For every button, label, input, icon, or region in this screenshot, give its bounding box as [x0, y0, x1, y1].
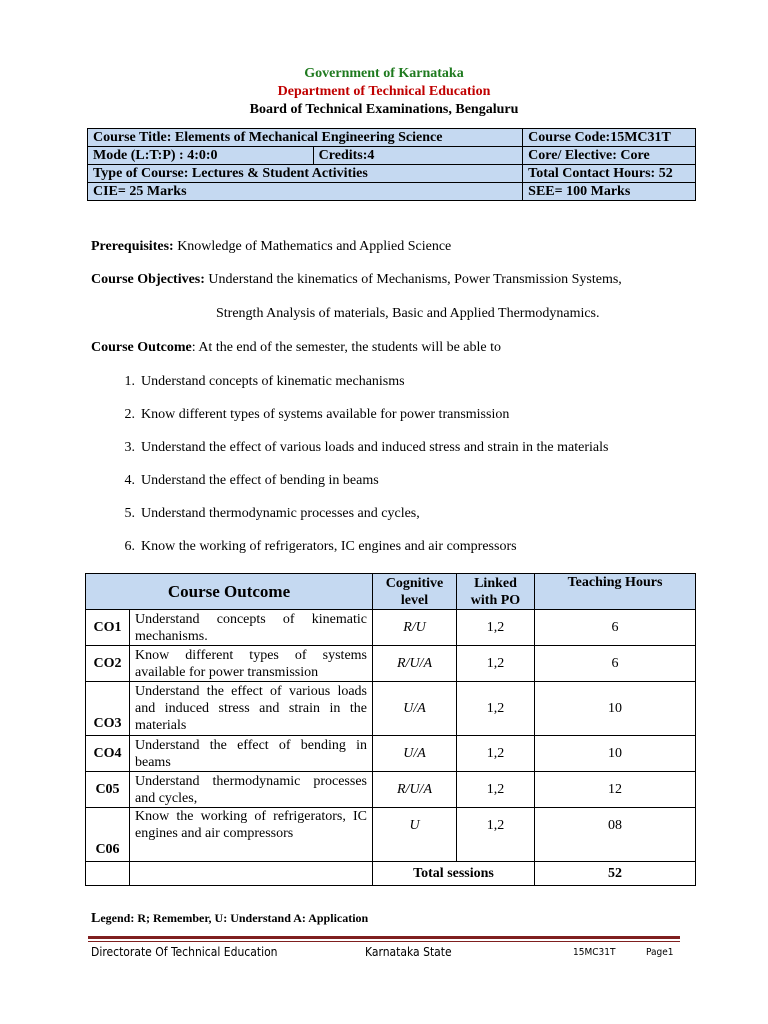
table-row: [86, 646, 696, 682]
table-row: [86, 682, 696, 736]
co-id: CO4: [86, 736, 130, 772]
co-po: 1,2: [457, 682, 535, 736]
empty-cell: [130, 862, 373, 886]
course-mode: Mode (L:T:P) : 4:0:0: [88, 147, 314, 165]
list-item: [91, 538, 608, 571]
objectives-text-2: Strength Analysis of materials, Basic and Applied Thermodynamics.: [216, 306, 600, 321]
co-po: 1,2: [457, 772, 535, 808]
see-marks: SEE= 100 Marks: [523, 183, 696, 201]
list-number: 5.: [124, 506, 135, 521]
outcome-intro-label: Course Outcome: [91, 340, 192, 355]
list-number: 6.: [124, 539, 135, 554]
list-text: Understand the effect of various loads and induced stress and strain in the materials: [141, 440, 609, 455]
list-item: [91, 439, 608, 472]
co-cognitive: U: [373, 808, 457, 862]
co-po: 1,2: [457, 808, 535, 862]
legend: [91, 911, 368, 927]
co-cognitive: R/U/A: [373, 646, 457, 682]
co-id: CO3: [86, 682, 130, 736]
table-row: [86, 736, 696, 772]
outcome-intro-text: : At the end of the semester, the students will be able to: [191, 340, 502, 355]
list-item: [91, 406, 608, 439]
list-number: 4.: [124, 473, 135, 488]
prerequisites-label: Prerequisites:: [91, 239, 174, 254]
co-hours: 6: [535, 610, 696, 646]
header-department: Department of Technical Education: [277, 84, 491, 99]
co-po: 1,2: [457, 736, 535, 772]
list-text: Understand the effect of bending in beams: [141, 473, 379, 488]
co-cognitive: R/U: [373, 610, 457, 646]
legend-text: egend: R; Remember, U: Understand A: Application: [100, 911, 369, 925]
co-description: Understand the effect of bending in beams: [130, 736, 373, 772]
footer-page-number: Page1: [646, 947, 674, 958]
footer-rule-thin: [88, 941, 680, 942]
outcomes-list: [91, 373, 608, 571]
list-text: Understand concepts of kinematic mechanisms: [141, 374, 405, 389]
course-outcome-intro: [91, 340, 501, 356]
co-hours: 6: [535, 646, 696, 682]
objectives-label: Course Objectives:: [91, 272, 205, 287]
objectives-text-1: Understand the kinematics of Mechanisms, Power Transmission Systems,: [204, 272, 622, 287]
co-id: C06: [86, 808, 130, 862]
prerequisites-text: Knowledge of Mathematics and Applied Science: [173, 239, 452, 254]
total-contact-hours: Total Contact Hours: 52: [523, 165, 696, 183]
list-text: Know the working of refrigerators, IC engines and air compressors: [141, 539, 517, 554]
legend-first-letter: L: [91, 911, 101, 926]
prerequisites: [91, 239, 451, 255]
table-row: [86, 772, 696, 808]
co-id: CO1: [86, 610, 130, 646]
co-description: Know different types of systems available for power transmission: [130, 646, 373, 682]
co-id: C05: [86, 772, 130, 808]
table-row: [86, 808, 696, 862]
course-code: Course Code:15MC31T: [523, 129, 696, 147]
list-item: [91, 505, 608, 538]
co-hours: 08: [535, 808, 696, 862]
co-cognitive: U/A: [373, 682, 457, 736]
header-government: Government of Karnataka: [304, 66, 464, 81]
list-number: 3.: [124, 440, 135, 455]
course-title: Course Title: Elements of Mechanical Engineering Science: [88, 129, 523, 147]
footer-course-code: 15MC31T: [573, 947, 616, 958]
co-po: 1,2: [457, 610, 535, 646]
cie-marks: CIE= 25 Marks: [88, 183, 523, 201]
list-text: Understand thermodynamic processes and cycles,: [141, 506, 420, 521]
list-text: Know different types of systems available for power transmission: [141, 407, 510, 422]
total-sessions-label: Total sessions: [373, 862, 535, 886]
list-number: 2.: [124, 407, 135, 422]
course-objectives: [91, 272, 622, 288]
table-row: [86, 610, 696, 646]
header-teaching-hours: Teaching Hours: [535, 574, 696, 610]
co-description: Understand concepts of kinematic mechanisms.: [130, 610, 373, 646]
co-id: CO2: [86, 646, 130, 682]
co-cognitive: R/U/A: [373, 772, 457, 808]
footer-directorate: Directorate Of Technical Education: [91, 945, 278, 959]
co-po: 1,2: [457, 646, 535, 682]
header-cognitive-level: Cognitive level: [373, 574, 457, 610]
co-hours: 10: [535, 736, 696, 772]
footer-rule-thick: [88, 936, 680, 939]
list-number: 1.: [124, 374, 135, 389]
co-hours: 12: [535, 772, 696, 808]
co-description: Understand the effect of various loads and induced stress and strain in the materials: [130, 682, 373, 736]
empty-cell: [86, 862, 130, 886]
header-linked-po: Linked with PO: [457, 574, 535, 610]
co-description: Know the working of refrigerators, IC engines and air compressors: [130, 808, 373, 862]
list-item: [91, 373, 608, 406]
header-board: Board of Technical Examinations, Bengaluru: [249, 102, 519, 117]
list-item: [91, 472, 608, 505]
co-cognitive: U/A: [373, 736, 457, 772]
header-course-outcome: Course Outcome: [86, 574, 373, 610]
co-description: Understand thermodynamic processes and cycles,: [130, 772, 373, 808]
total-sessions-value: 52: [535, 862, 696, 886]
co-hours: 10: [535, 682, 696, 736]
course-type: Type of Course: Lectures & Student Activities: [88, 165, 523, 183]
course-outcome-table: [85, 573, 696, 886]
table-row-total: [86, 862, 696, 886]
course-core-elective: Core/ Elective: Core: [523, 147, 696, 165]
footer-state: Karnataka State: [365, 945, 452, 959]
course-credits: Credits:4: [313, 147, 523, 165]
course-info-table: [87, 128, 696, 201]
